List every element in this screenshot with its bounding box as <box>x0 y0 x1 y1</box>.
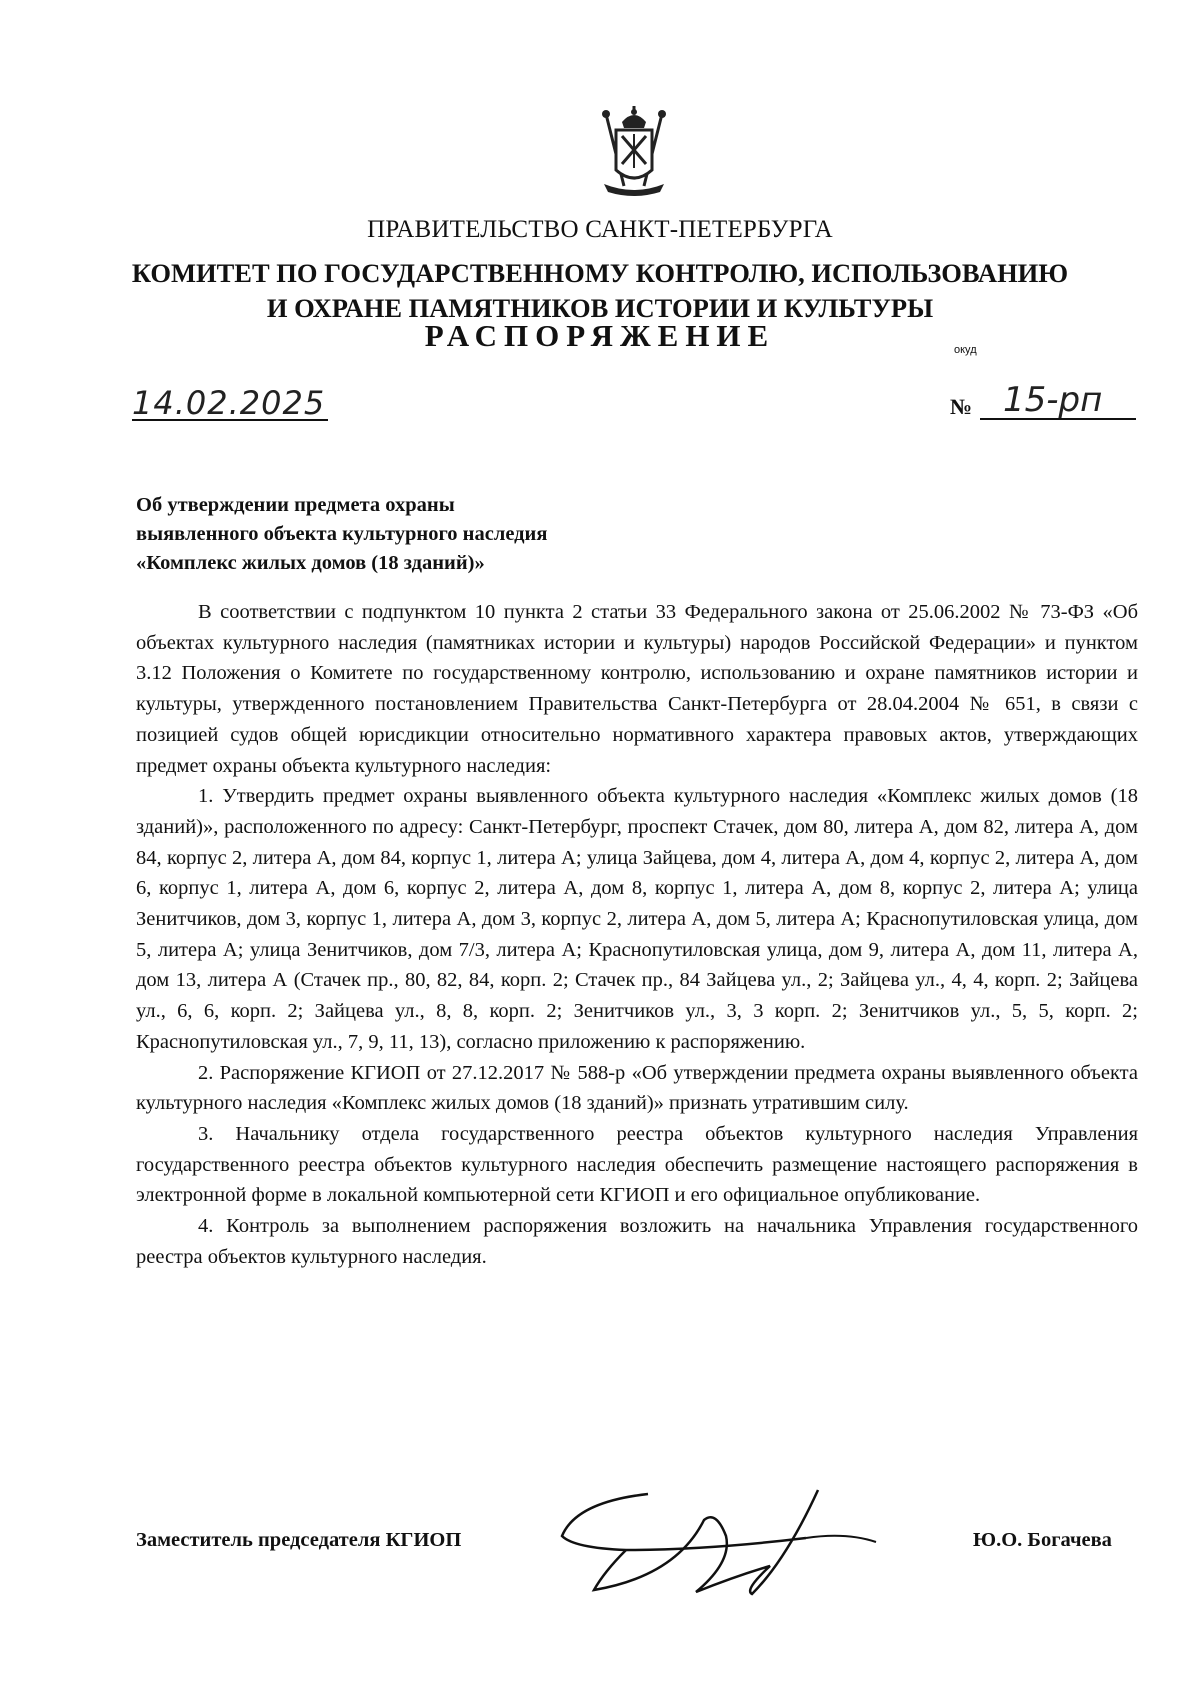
subject-line-3: «Комплекс жилых домов (18 зданий)» <box>136 552 485 574</box>
signer-position: Заместитель председателя КГИОП <box>136 1529 462 1551</box>
document-type: РАСПОРЯЖЕНИЕ <box>424 318 776 353</box>
date-underline <box>132 419 328 421</box>
document-body <box>136 597 1138 1272</box>
handwritten-signature-icon <box>556 1480 886 1600</box>
item-2-paragraph: 2. Распоряжение КГИОП от 27.12.2017 № 588-р «Об утверждении предмета охраны выявленного объекта культурного наследия «Комплекс жилых домов (18 зданий)» признать утратившим силу. <box>136 1061 1138 1115</box>
subject-line-2: выявленного объекта культурного наследия <box>136 523 548 545</box>
signer-name: Ю.О. Богачева <box>973 1529 1112 1551</box>
committee-line-2: И ОХРАНЕ ПАМЯТНИКОВ ИСТОРИИ И КУЛЬТУРЫ <box>266 293 934 323</box>
item-3-paragraph: 3. Начальнику отдела государственного реестра объектов культурного наследия Управления государственного реестра объектов культурного наследия обеспечить размещение настоящего распоряжения в электронной форме в локальной компьютерной сети КГИОП и его официальное опубликование. <box>136 1122 1138 1207</box>
preamble-paragraph: В соответствии с подпунктом 10 пункта 2 статьи 33 Федерального закона от 25.06.2002 № 73-ФЗ «Об объектах культурного наследия (памятниках истории и культуры) народов Российской Федерации» и пунктом 3.12 Положения о Комитете по государственному контролю, использованию и охране памятников истории и культуры, утвержденного постановлением Правительства Санкт-Петербурга от 28.04.2004 № 651, в связи с позицией судов общей юрисдикции относительно нормативного характера правовых актов, утверждающих предмет охраны объекта культурного наследия: <box>136 601 1138 777</box>
committee-name <box>0 256 1200 326</box>
document-subject <box>136 491 547 578</box>
document-number: 15-рп <box>1003 380 1103 420</box>
okud-label: окуд <box>954 344 977 356</box>
coat-of-arms-icon <box>596 106 672 196</box>
item-1-paragraph: 1. Утвердить предмет охраны выявленного объекта культурного наследия «Комплекс жилых домов (18 зданий)», расположенного по адресу: Санкт-Петербург, проспект Стачек, дом 80, литера А, дом 82, литера А, дом 84, корпус 2, литера А, дом 84, корпус 1, литера А; улица Зайцева, дом 4, литера А, дом 4, корпус 2, литера А, дом 6, корпус 1, литера А, дом 6, корпус 2, литера А, дом 8, корпус 1, литера А, дом 8, корпус 2, литера А; улица Зенитчиков, дом 3, корпус 1, литера А, дом 3, корпус 2, литера А, дом 5, литера А; Краснопутиловская улица, дом 5, литера А; улица Зенитчиков, дом 7/3, литера А; Краснопутиловская улица, дом 9, литера А, дом 11, литера А, дом 13, литера А (Стачек пр., 80, 82, 84, корп. 2; Стачек пр., 84 Зайцева ул., 2; Зайцева ул., 4, 4, корп. 2; Зайцева ул., 6, 6, корп. 2; Зайцева ул., 8, 8, корп. 2; Зенитчиков ул., 3, 3 корп. 2; Зенитчиков ул., 5, 5, корп. 2; Краснопутиловская ул., 7, 9, 11, 13), согласно приложению к распоряжению. <box>136 785 1138 1053</box>
number-sign: № <box>950 394 973 419</box>
committee-line-1: КОМИТЕТ ПО ГОСУДАРСТВЕННОМУ КОНТРОЛЮ, ИСПОЛЬЗОВАНИЮ <box>131 258 1069 288</box>
subject-line-1: Об утверждении предмета охраны <box>136 494 455 516</box>
government-name: ПРАВИТЕЛЬСТВО САНКТ-ПЕТЕРБУРГА <box>367 216 833 243</box>
item-4-paragraph: 4. Контроль за выполнением распоряжения возложить на начальника Управления государственного реестра объектов культурного наследия. <box>136 1215 1138 1268</box>
document-date: 14.02.2025 <box>132 384 326 422</box>
number-underline <box>980 418 1136 420</box>
